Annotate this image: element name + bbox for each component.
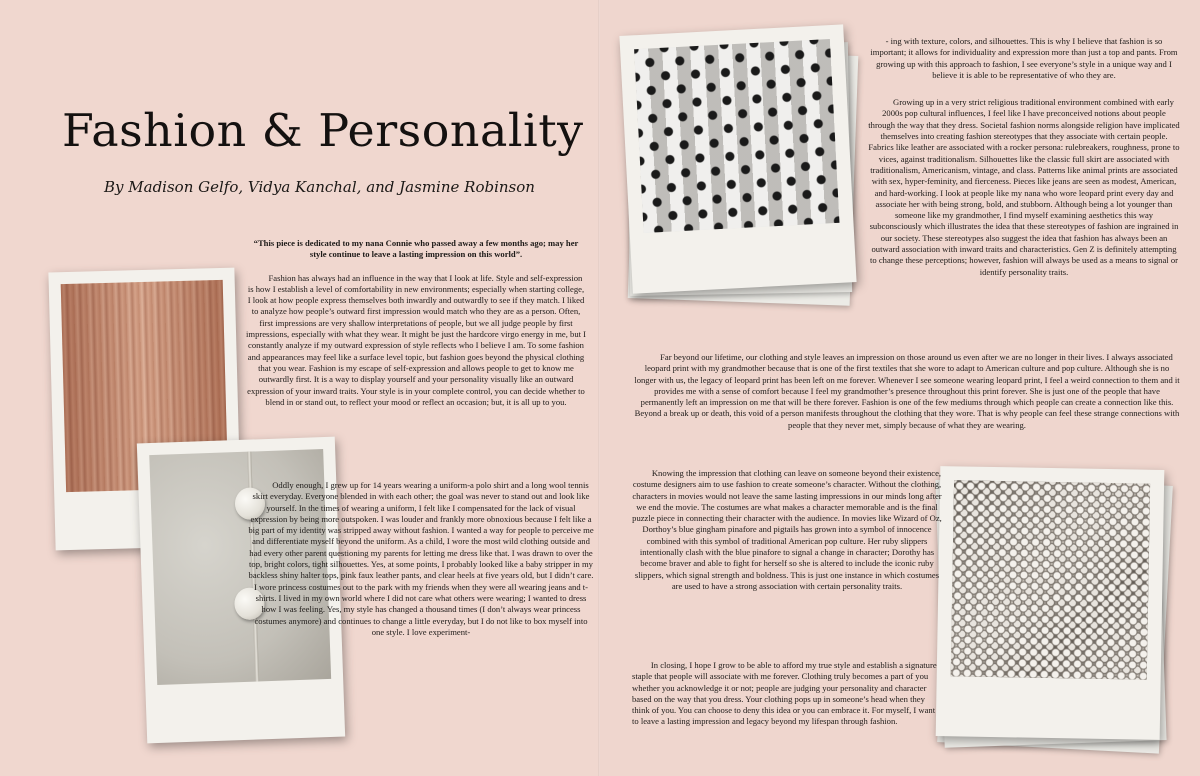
article-byline: By Madison Gelfo, Vidya Kanchal, and Jasmine Robinson	[104, 178, 535, 196]
article-title: Fashion & Personality	[62, 104, 584, 157]
text-column-bottom	[248, 480, 594, 647]
paragraph-3: Growing up in a very strict religious traditional environment combined with early 2000s pop cultural influences, I feel like I have preconceived notions about people through the way that they dress. Societal fashion norms alongside religion have implicated themselves into creating fashion stereotypes that they associate with certain people. Fabrics like leather are associated with a rocker persona: rulebreakers, roughness, prone to vices, against traditionalism. Silhouettes like the classic full skirt are associated with traditionalism, Americanism, vintage, and class. Patterns like animal prints are associated with sex, hyper-feminity, and fierceness. Pieces like jeans are seen as modest, American, and hard-working. I look at people like my nana who wore leopard print every day and associate her with being strong, bold, and stubborn. Although being a lot younger than someone like my grandmother, I find myself examining aesthetics this way subconsciously which illustrates the idea that these stereotypes of fashion are ingrained in our society. These stereotypes also suggest the idea that fashion has always been an outward association with inward traits and characteristics. Gen Z is definitely attempting to change these perceptions; however, fashion will always be used as a means to signal or identify personality traits.	[868, 97, 1180, 277]
right-page	[600, 0, 1200, 776]
text-column-left-bottom	[632, 468, 942, 601]
polka-dot-fabric-icon	[634, 39, 839, 233]
paragraph-6: In closing, I hope I grow to be able to afford my true style and establish a signature staple that people will associate with me forever. Clothing truly becomes a part of you whether you acknowledge it or not; people are judging your personality and character based on the way that you dress. Your clothing pops up in someone’s head when they think of you. You can choose to deny this idea or you can embrace it. For myself, I want to leave a lasting impression and legacy beyond my lifespan through fashion.	[632, 660, 937, 727]
paragraph-4: Far beyond our lifetime, our clothing and style leaves an impression on those around us even after we are no longer in their lives. I always associated leopard print with my grandmother because that is one of the first textiles that she wore to adapt to American culture and pop culture. Although she is no longer with us, the legacy of leopard print has been left on me forever. Whenever I see someone wearing leopard print, I feel a weird connection to them and it provides me with a sense of comfort because I feel my grandmother’s presence throughout this print forever. She is just one of the people that have permanently left an impression on me that will be there forever. Fashion is one of the few mediums through which people can create a connection like this. Beyond a break up or death, this void of a person manifests throughout the clothing that they wore. That is why people can feel these strange connections with people that they never met, simply because of what they are wearing.	[634, 352, 1180, 430]
paragraph-2: Oddly enough, I grew up for 14 years wearing a uniform-a polo shirt and a long wool tennis skirt everyday. Everyone blended in with each other; the goal was never to stand out and look like yourself. In the times of wearing a uniform, I felt like I compensated for the lack of visual expression by being more outspoken. I was louder and frankly more obnoxious because I felt like a big part of my identity was stripped away without fashion. I wanted a way for people to perceive me and differentiate myself beyond the uniform. As a child, I wore the most wild clothing outside and had every other parent questioning my parents for letting me dress like that. I was drawn to over the top, bright colors, tight silhouettes. Yes, at some points, I probably looked like a baby stripper in my backless shiny halter tops, pink faux leather pants, and clear heels at five years old, but I didn’t care. I wore princess costumes out to the park with my friends when they were all wearing jeans and t-shirts. I lived in my own world where I did not care what others were wearing; I wanted to dress how I was feeling. Yes, my style has changed a thousand times (I don’t always wear princess costumes anymore) and continues to change a little everyday, but I do not like to box myself into one style. I love experiment-	[248, 480, 594, 637]
dedication-quote: “This piece is dedicated to my nana Connie who passed away a few months ago; may her style continue to leave a lasting impression on this world”.	[253, 238, 579, 260]
text-column-top	[246, 238, 586, 417]
text-column-right-top	[868, 36, 1180, 287]
photo-polka-dots	[619, 24, 856, 293]
photo-sequins	[936, 466, 1165, 740]
text-wide	[634, 352, 1180, 440]
paragraph-5: Knowing the impression that clothing can leave on someone beyond their existence, costume designers aim to use fashion to create someone’s character. Without the clothing, characters in movies would not leave the same lasting impressions in our minds long after we end the movie. The costumes are what makes a character memorable and is the final puzzle piece in connecting their character with the audience. In movies like Wizard of Oz, Dorthoy’s blue gingham pinafore and pigtails has grown into a symbol of innocence combined with this symbol of traditional American pop culture. Her ruby slippers intentionally clash with the blue pinafore to signal a change in character; Dorothy has become braver and able to fight for herself so she is altered to include the iconic ruby slippers, which signal strength and boldness. This is just one instance in which costumes are used to have a strong association with certain personality traits.	[632, 468, 942, 591]
paragraph-1: Fashion has always had an influence in the way that I look at life. Style and self-expression is how I establish a level of comfortability in new environments; especially when starting college, I look at how people express themselves both inwardly and outwardly to see if they match. I liked to analyze how people’s outward first impression would match who they are as a person. Often, first impressions are very shallow interpretations of people, but we all judge people by first impressions, especially with what they wear. It might be just the hardcore virgo energy in me, but I constantly analyze if my outward expression of style reflects who I believe I am. To some fashion and appearances may feel like a surface level topic, but fashion goes beyond the physical clothing that you wear. Fashion is my escape of self-expression and allows people to get to know me outwardly first. It is a way to display yourself and your personality visually like an outward expression of your inward traits. Your style is in your complete control, you can decide whether to blend in or stand out, to reflect your mood or reflect an occasion; but, it is all up to you.	[246, 272, 587, 407]
paragraph-2-continued: - ing with texture, colors, and silhouettes. This is why I believe that fashion is so important; it allows for individuality and expression more than just a top and pants. From growing up with this approach to fashion, I see everyone’s style in a unique way and I believe it is able to be representative of who they are.	[870, 36, 1178, 80]
silver-sequin-fabric-icon	[951, 480, 1150, 679]
text-column-closing	[632, 660, 942, 737]
